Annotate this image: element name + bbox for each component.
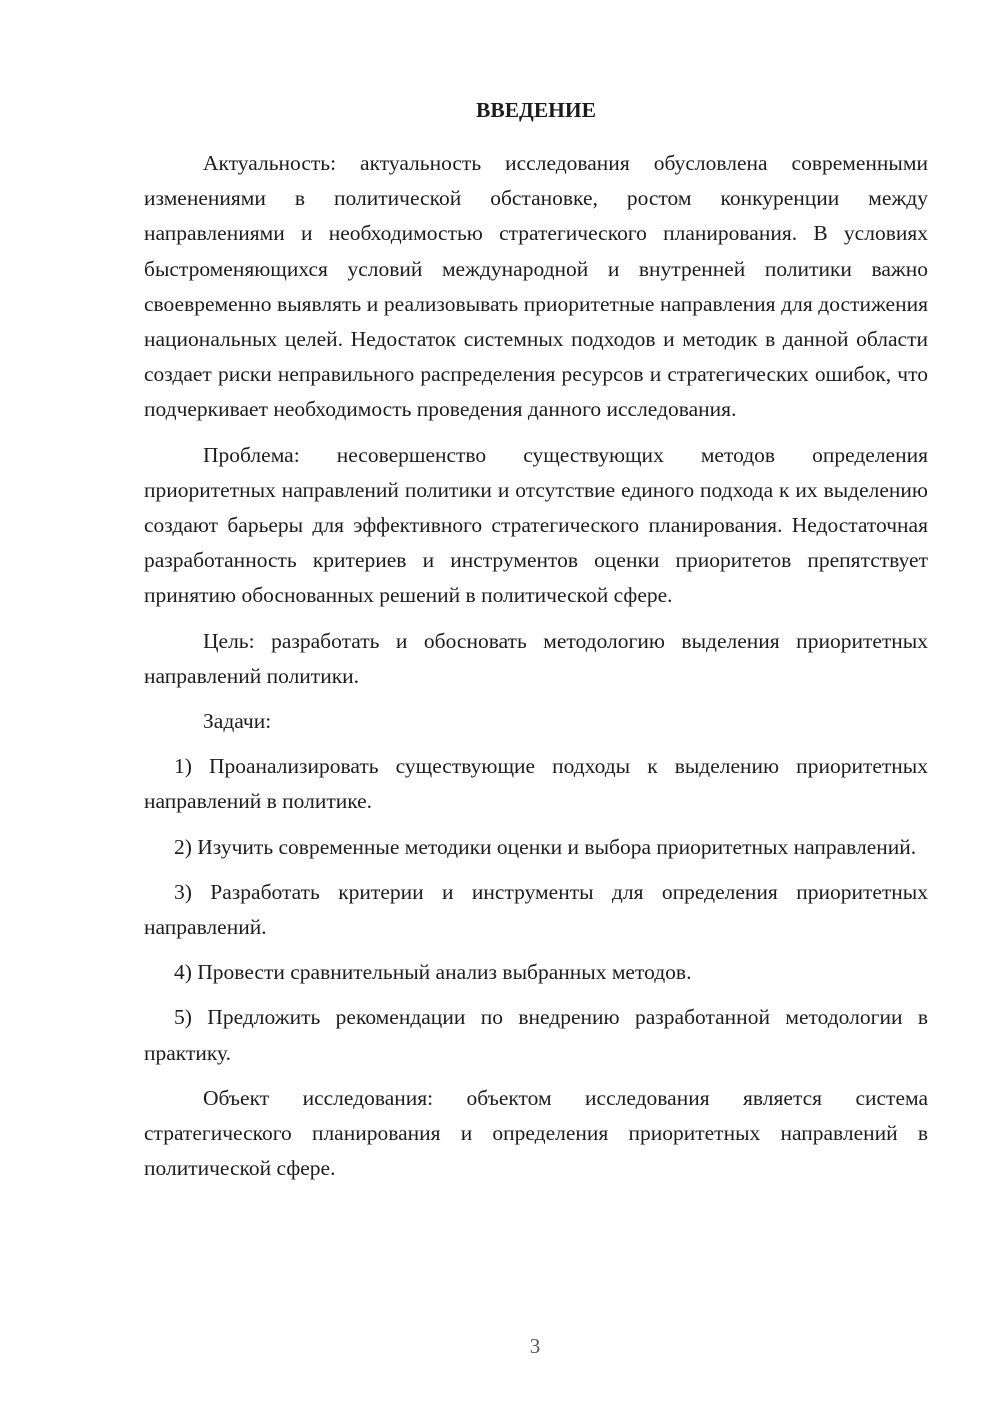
task-item-4: 4) Провести сравнительный анализ выбранных методов. xyxy=(174,960,692,985)
page-number: 3 xyxy=(529,1334,541,1358)
tasks-label: Задачи: xyxy=(203,709,272,734)
document-page xyxy=(144,96,928,1196)
task-item-1: 1) Проанализировать существующие подходы к выделению приоритетных направлений в политике. xyxy=(144,754,928,814)
goal-paragraph: Цель: разработать и обосновать методологию выделения приоритетных направлений политики. xyxy=(144,628,928,688)
task-item-5: 5) Предложить рекомендации по внедрению разработанной методологии в практику. xyxy=(144,1005,928,1065)
object-paragraph: Объект исследования: объектом исследования является система стратегического планирования и определения приоритетных направлений в политической сфере. xyxy=(144,1085,928,1181)
task-item-3: 3) Разработать критерии и инструменты для определения приоритетных направлений. xyxy=(144,879,928,940)
relevance-paragraph: Актуальность: актуальность исследования обусловлена современными изменениями в политической обстановке, ростом конкуренции между направлениями и необходимостью стратегического планирования. В условиях быстроменяющихся условий международной и внутренней политики важно своевременно выявлять и реализовывать приоритетные направления для достижения национальных целей. Недостаток системных подходов и методик в данной области создает риски неправильного распределения ресурсов и стратегических ошибок, что подчеркивает необходимость проведения данного исследования. xyxy=(144,151,928,422)
task-item-2: 2) Изучить современные методики оценки и выбора приоритетных направлений. xyxy=(174,834,917,859)
section-heading: ВВЕДЕНИЕ xyxy=(476,98,596,122)
problem-paragraph: Проблема: несовершенство существующих методов определения приоритетных направлений политики и отсутствие единого подхода к их выделению создают барьеры для эффективного стратегического планирования. Недостаточная разработанность критериев и инструментов оценки приоритетов препятствует принятию обоснованных решений в политической сфере. xyxy=(144,442,928,608)
